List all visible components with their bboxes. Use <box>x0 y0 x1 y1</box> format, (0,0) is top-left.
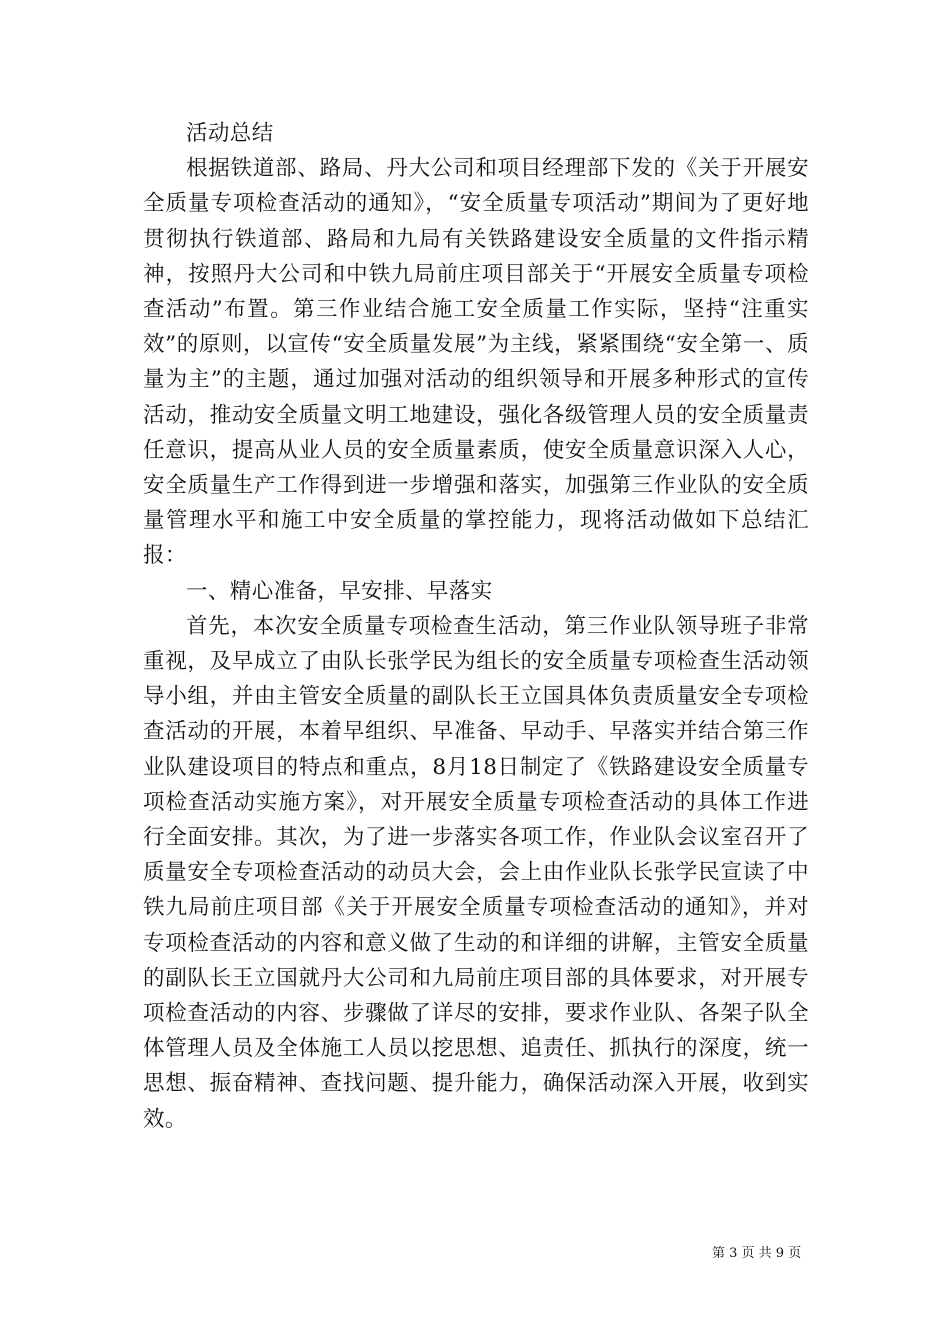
document-body <box>143 116 809 1137</box>
document-title: 活动总结 <box>186 121 274 146</box>
paragraph-intro: 根据铁道部、路局、丹大公司和项目经理部下发的《关于开展安全质量专项检查活动的通知》，“安全质量专项活动”期间为了更好地贯彻执行铁道部、路局和九局有关铁路建设安全质量的文件指示精神，按照丹大公司和中铁九局前庄项目部关于“开展安全质量专项检查活动”布置。第三作业结合施工安全质量工作实际，坚持“注重实效”的原则，以宣传“安全质量发展”为主线，紧紧围绕“安全第一、质量为主”的主题，通过加强对活动的组织领导和开展多种形式的宣传活动，推动安全质量文明工地建设，强化各级管理人员的安全质量责任意识，提高从业人员的安全质量素质，使安全质量意识深入人心，安全质量生产工作得到进一步增强和落实，加强第三作业队的安全质量管理水平和施工中安全质量的掌控能力，现将活动做如下总结汇报： <box>143 156 809 569</box>
page-number: 第 3 页 共 9 页 <box>712 1246 802 1261</box>
paragraph-section-1: 首先，本次安全质量专项检查生活动，第三作业队领导班子非常重视，及早成立了由队长张学民为组长的安全质量专项检查生活动领导小组，并由主管安全质量的副队长王立国具体负责质量安全专项检查活动的开展，本着早组织、早准备、早动手、早落实并结合第三作业队建设项目的特点和重点，8月18日制定了《铁路建设安全质量专项检查活动实施方案》，对开展安全质量专项检查活动的具体工作进行全面安排。其次，为了进一步落实各项工作，作业队会议室召开了质量安全专项检查活动的动员大会，会上由作业队长张学民宣读了中铁九局前庄项目部《关于开展安全质量专项检查活动的通知》，并对专项检查活动的内容和意义做了生动的和详细的讲解，主管安全质量的副队长王立国就丹大公司和九局前庄项目部的具体要求，对开展专项检查活动的内容、步骤做了详尽的安排，要求作业队、各架子队全体管理人员及全体施工人员以挖思想、追责任、抓执行的深度，统一思想、振奋精神、查找问题、提升能力，确保活动深入开展，收到实效。 <box>143 613 809 1132</box>
section-heading-1: 一、精心准备，早安排、早落实 <box>186 578 493 604</box>
